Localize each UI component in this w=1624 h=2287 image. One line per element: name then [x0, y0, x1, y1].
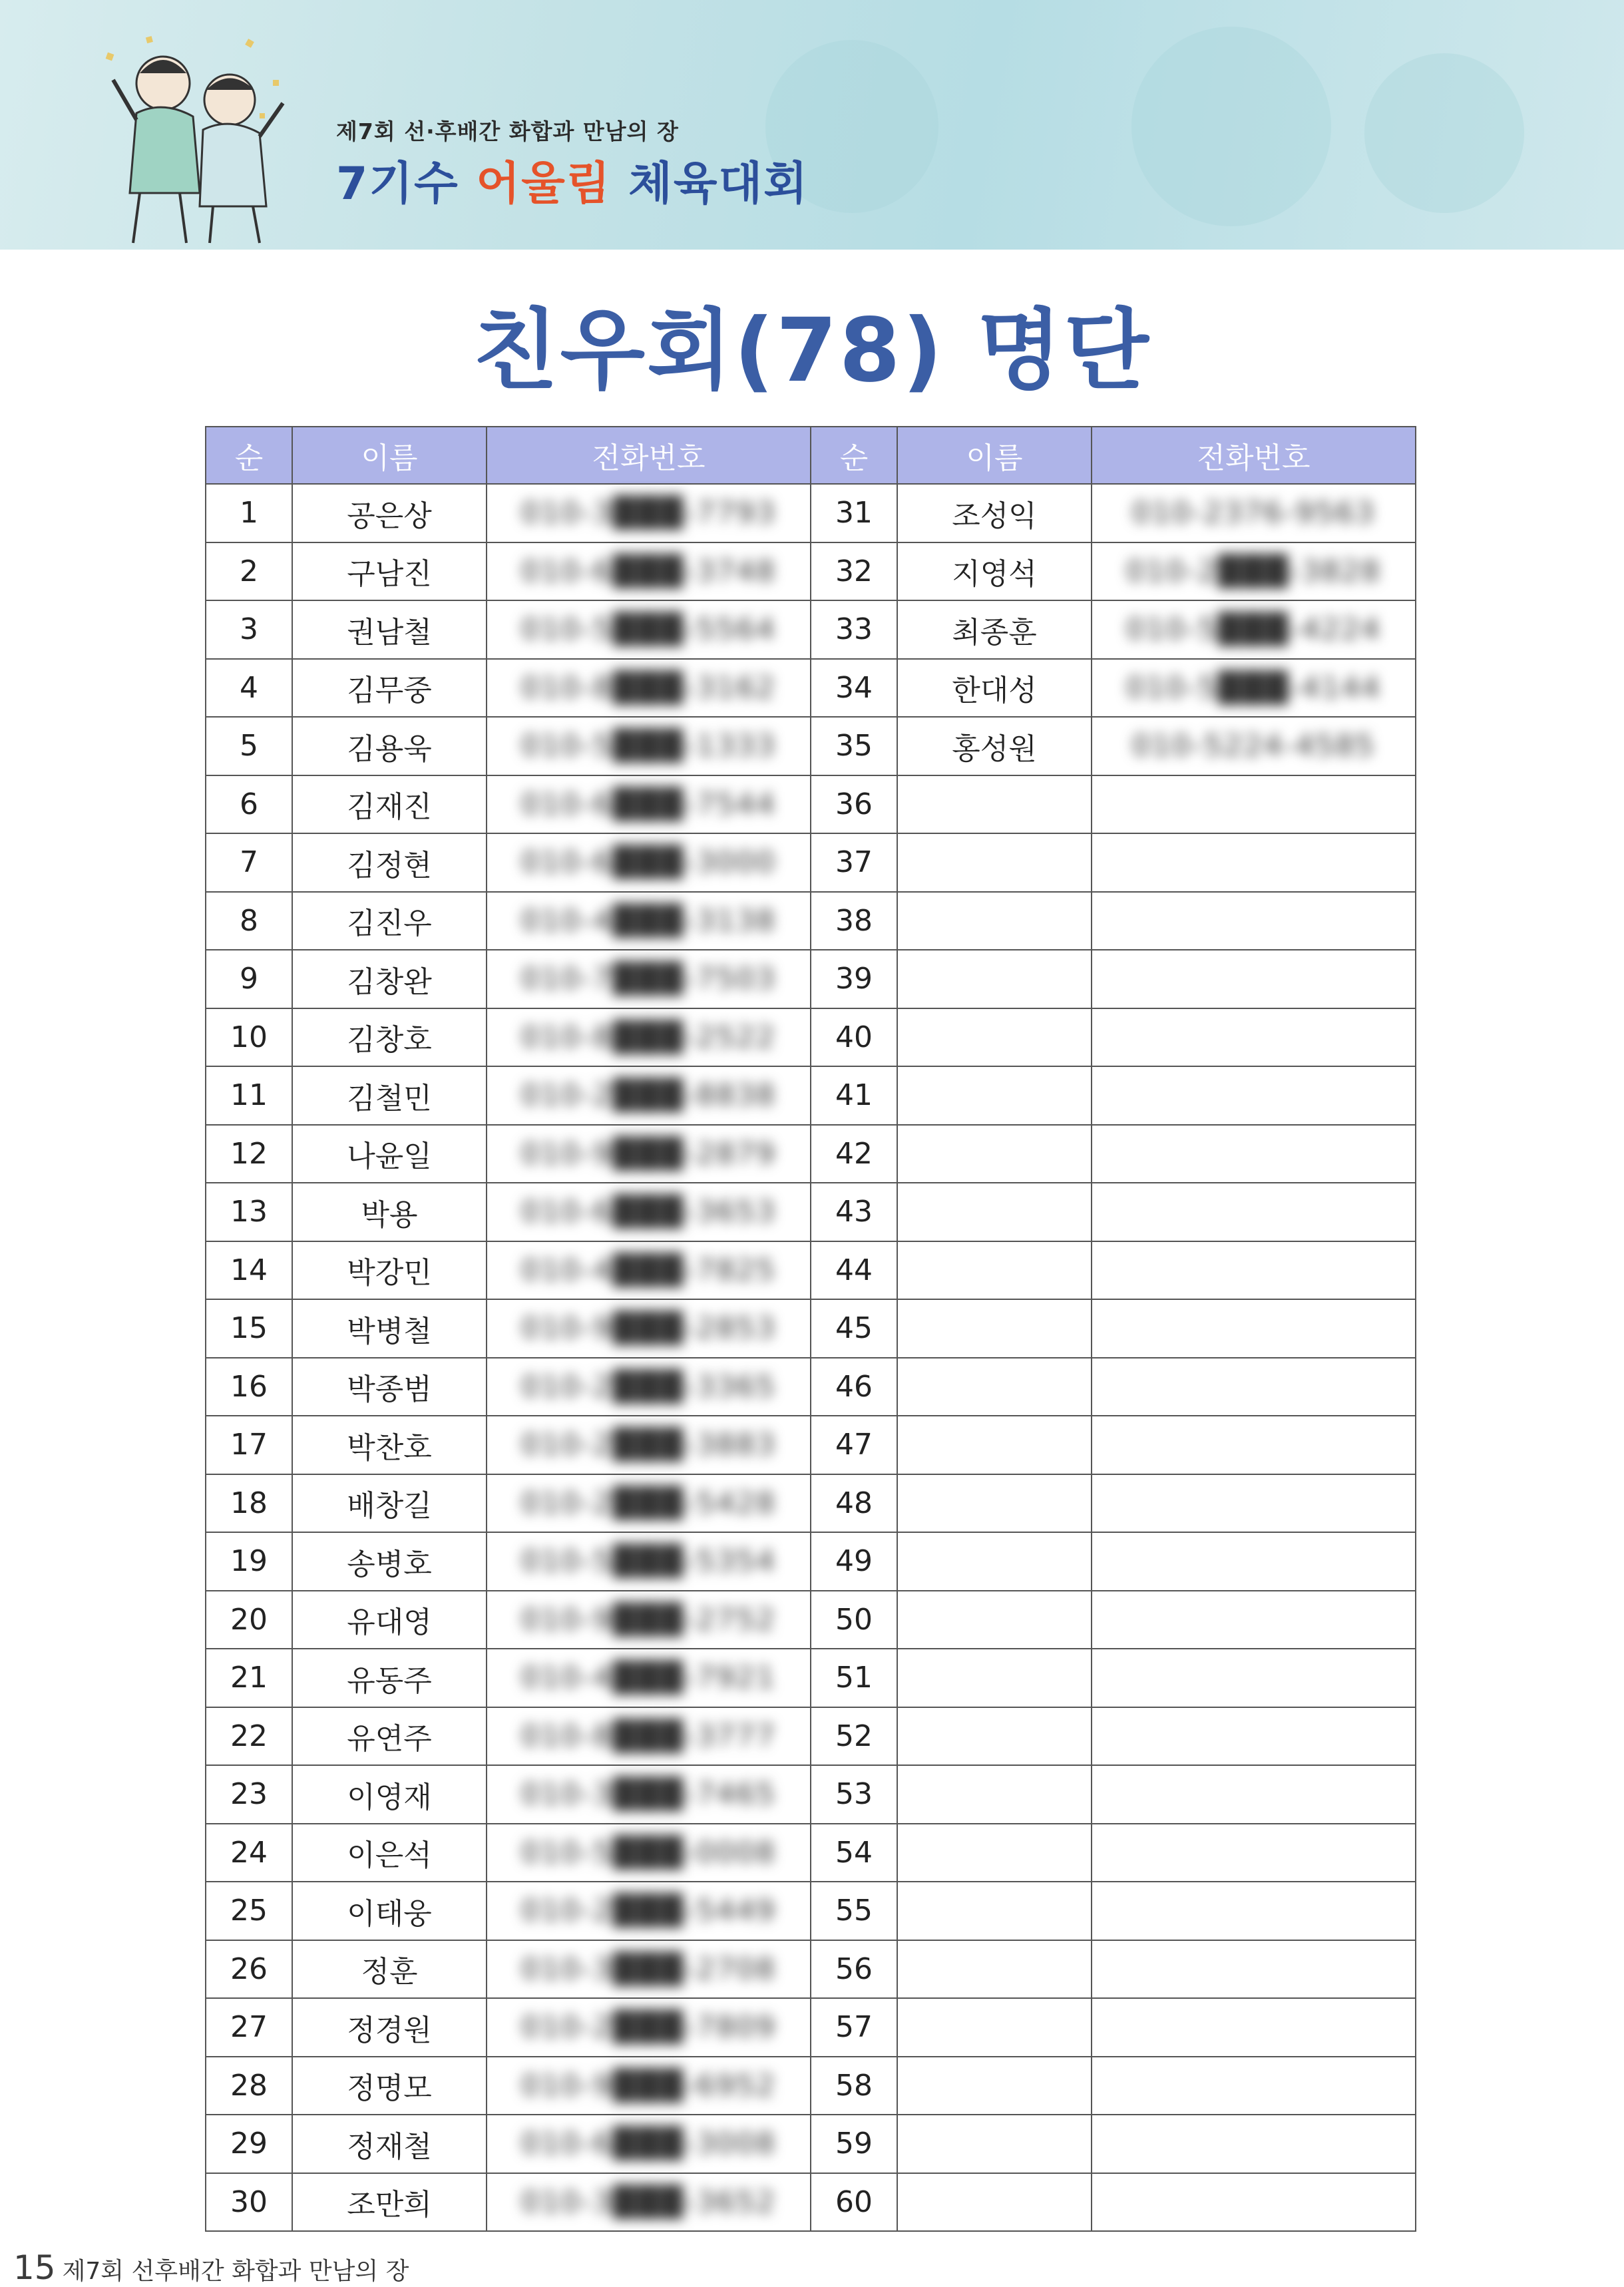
- no-cell: 28: [206, 2057, 292, 2115]
- name-cell: 김창호: [292, 1008, 487, 1067]
- name-cell: [897, 1416, 1092, 1474]
- no-cell: 13: [206, 1183, 292, 1241]
- name-cell: 박찬호: [292, 1416, 487, 1474]
- phone-number: 010-5███-5564: [520, 612, 777, 647]
- name-cell: 김재진: [292, 775, 487, 834]
- event-title-part: 7기수: [336, 158, 477, 210]
- name-cell: 박용: [292, 1183, 487, 1241]
- name-cell: [897, 1765, 1092, 1824]
- no-cell: 31: [811, 484, 897, 542]
- phone-cell: [1092, 833, 1416, 892]
- name-cell: 정재철: [292, 2115, 487, 2173]
- no-cell: 6: [206, 775, 292, 834]
- phone-cell: [1092, 1008, 1416, 1067]
- phone-cell: [1092, 1882, 1416, 1940]
- no-cell: 16: [206, 1358, 292, 1416]
- name-cell: [897, 775, 1092, 834]
- no-cell: 58: [811, 2057, 897, 2115]
- phone-cell: [1092, 1940, 1416, 1999]
- phone-number: 010-5███-1333: [520, 729, 777, 763]
- phone-cell: [487, 2173, 811, 2232]
- event-title-part: 어울림: [476, 158, 612, 210]
- no-cell: 36: [811, 775, 897, 834]
- phone-cell: [487, 1008, 811, 1067]
- page-footer: [13, 2248, 409, 2287]
- no-cell: 17: [206, 1416, 292, 1474]
- no-cell: 1: [206, 484, 292, 542]
- member-roster-table: [205, 426, 1416, 2232]
- name-cell: 박종범: [292, 1358, 487, 1416]
- phone-cell: [487, 600, 811, 659]
- no-cell: 56: [811, 1940, 897, 1999]
- no-cell: 40: [811, 1008, 897, 1067]
- no-cell: 10: [206, 1008, 292, 1067]
- table-row: [206, 659, 1416, 718]
- phone-number: 010-2███-3365: [520, 1369, 777, 1404]
- page-number: 15: [13, 2248, 56, 2287]
- phone-cell: [487, 950, 811, 1008]
- name-cell: 지영석: [897, 542, 1092, 601]
- phone-cell: [1092, 1358, 1416, 1416]
- table-row: [206, 1882, 1416, 1940]
- phone-number: 010-6███-3653: [520, 1195, 777, 1229]
- name-cell: [897, 1707, 1092, 1766]
- phone-number: 010-6███-3000: [520, 845, 777, 880]
- table-row: [206, 1591, 1416, 1649]
- no-cell: 47: [811, 1416, 897, 1474]
- no-cell: 19: [206, 1532, 292, 1591]
- name-cell: [897, 1066, 1092, 1125]
- phone-number: 010-3███-2708: [520, 1952, 777, 1986]
- name-cell: [897, 833, 1092, 892]
- no-cell: 43: [811, 1183, 897, 1241]
- phone-cell: [1092, 1591, 1416, 1649]
- table-row: [206, 1824, 1416, 1882]
- phone-cell: [1092, 1532, 1416, 1591]
- phone-cell: [487, 1358, 811, 1416]
- name-cell: [897, 1474, 1092, 1533]
- phone-number: 010-5███-4224: [1125, 612, 1382, 647]
- no-cell: 51: [811, 1649, 897, 1707]
- no-cell: 14: [206, 1241, 292, 1300]
- phone-number: 010-5███-0008: [520, 1835, 777, 1870]
- name-cell: 조만희: [292, 2173, 487, 2232]
- no-cell: 57: [811, 1998, 897, 2057]
- phone-cell: [1092, 2057, 1416, 2115]
- no-cell: 12: [206, 1125, 292, 1183]
- table-row: [206, 717, 1416, 775]
- phone-number: 010-3███-7793: [520, 496, 777, 530]
- phone-cell: [487, 775, 811, 834]
- name-cell: [897, 1532, 1092, 1591]
- phone-cell: [487, 1416, 811, 1474]
- phone-cell: [1092, 950, 1416, 1008]
- phone-number: 010-2███-7809: [520, 2010, 777, 2045]
- name-cell: 김정현: [292, 833, 487, 892]
- no-cell: 54: [811, 1824, 897, 1882]
- no-cell: 35: [811, 717, 897, 775]
- no-cell: 11: [206, 1066, 292, 1125]
- phone-number: 010-2███-5449: [520, 1894, 777, 1928]
- phone-cell: [1092, 775, 1416, 834]
- name-cell: [897, 1241, 1092, 1300]
- phone-cell: [1092, 1998, 1416, 2057]
- phone-cell: [487, 892, 811, 950]
- table-row: [206, 484, 1416, 542]
- no-cell: 44: [811, 1241, 897, 1300]
- phone-cell: [487, 1066, 811, 1125]
- name-cell: [897, 1183, 1092, 1241]
- no-cell: 34: [811, 659, 897, 718]
- table-row: [206, 1241, 1416, 1300]
- table-row: [206, 1532, 1416, 1591]
- no-cell: 9: [206, 950, 292, 1008]
- phone-number: 010-2376-9563: [1131, 496, 1376, 530]
- name-cell: [897, 1008, 1092, 1067]
- name-cell: [897, 1824, 1092, 1882]
- name-cell: 공은상: [292, 484, 487, 542]
- phone-number: 010-5224-4585: [1131, 729, 1376, 763]
- no-cell: 2: [206, 542, 292, 601]
- name-cell: [897, 2115, 1092, 2173]
- no-cell: 33: [811, 600, 897, 659]
- phone-cell: [1092, 1241, 1416, 1300]
- phone-cell: [1092, 717, 1416, 775]
- name-cell: 유대영: [292, 1591, 487, 1649]
- phone-number: 010-8███-3777: [520, 1719, 777, 1753]
- no-cell: 18: [206, 1474, 292, 1533]
- no-cell: 3: [206, 600, 292, 659]
- name-cell: 정훈: [292, 1940, 487, 1999]
- phone-cell: [1092, 1765, 1416, 1824]
- no-cell: 24: [206, 1824, 292, 1882]
- no-cell: 45: [811, 1299, 897, 1358]
- name-cell: 최종훈: [897, 600, 1092, 659]
- no-cell: 37: [811, 833, 897, 892]
- no-cell: 50: [811, 1591, 897, 1649]
- no-cell: 49: [811, 1532, 897, 1591]
- no-cell: 23: [206, 1765, 292, 1824]
- phone-cell: [487, 659, 811, 718]
- name-cell: 나윤일: [292, 1125, 487, 1183]
- phone-number: 010-2███-3883: [520, 1428, 777, 1462]
- name-cell: 김무중: [292, 659, 487, 718]
- table-row: [206, 1765, 1416, 1824]
- name-cell: 김용욱: [292, 717, 487, 775]
- table-row: [206, 1707, 1416, 1766]
- name-cell: 조성익: [897, 484, 1092, 542]
- phone-cell: [487, 1591, 811, 1649]
- column-header: 전화번호: [1092, 427, 1416, 484]
- phone-cell: [1092, 2173, 1416, 2232]
- no-cell: 38: [811, 892, 897, 950]
- table-row: [206, 1940, 1416, 1999]
- phone-number: 010-6███-3748: [520, 554, 777, 588]
- column-header: 이름: [897, 427, 1092, 484]
- decorative-circle: [1364, 53, 1524, 213]
- table-row: [206, 1125, 1416, 1183]
- name-cell: [897, 1998, 1092, 2057]
- name-cell: 이영재: [292, 1765, 487, 1824]
- no-cell: 29: [206, 2115, 292, 2173]
- phone-number: 010-2███-3828: [1125, 554, 1382, 588]
- table-row: [206, 1474, 1416, 1533]
- decorative-circle: [1131, 27, 1331, 226]
- footer-text: 제7회 선후배간 화합과 만남의 장: [62, 2258, 409, 2285]
- name-cell: 한대성: [897, 659, 1092, 718]
- phone-cell: [1092, 892, 1416, 950]
- phone-number: 010-2███-8838: [520, 1078, 777, 1113]
- table-row: [206, 2115, 1416, 2173]
- phone-cell: [487, 1649, 811, 1707]
- no-cell: 42: [811, 1125, 897, 1183]
- phone-cell: [1092, 2115, 1416, 2173]
- phone-cell: [487, 1299, 811, 1358]
- phone-cell: [487, 1707, 811, 1766]
- phone-cell: [487, 542, 811, 601]
- no-cell: 4: [206, 659, 292, 718]
- phone-number: 010-6███-3008: [520, 2127, 777, 2161]
- name-cell: [897, 1358, 1092, 1416]
- no-cell: 30: [206, 2173, 292, 2232]
- table-row: [206, 1998, 1416, 2057]
- phone-number: 010-5███-4144: [1125, 670, 1382, 705]
- header-banner: [0, 0, 1624, 250]
- name-cell: 정경원: [292, 1998, 487, 2057]
- no-cell: 7: [206, 833, 292, 892]
- event-title-part: 체육대회: [611, 158, 809, 210]
- name-cell: 정명모: [292, 2057, 487, 2115]
- name-cell: 박강민: [292, 1241, 487, 1300]
- phone-number: 010-2███-5428: [520, 1486, 777, 1520]
- phone-cell: [1092, 1125, 1416, 1183]
- table-row: [206, 1358, 1416, 1416]
- phone-number: 010-4███-7825: [520, 1253, 777, 1287]
- name-cell: 배창길: [292, 1474, 487, 1533]
- banner-subtitle: 제7회 선·후배간 화합과 만남의 장: [336, 118, 679, 144]
- no-cell: 53: [811, 1765, 897, 1824]
- phone-cell: [1092, 1707, 1416, 1766]
- phone-cell: [487, 1125, 811, 1183]
- table-row: [206, 833, 1416, 892]
- name-cell: 이은석: [292, 1824, 487, 1882]
- no-cell: 39: [811, 950, 897, 1008]
- phone-number: 010-9███-2853: [520, 1311, 777, 1346]
- phone-number: 010-6███-7544: [520, 787, 777, 821]
- phone-cell: [487, 1824, 811, 1882]
- table-row: [206, 892, 1416, 950]
- phone-number: 010-4███-7921: [520, 1661, 777, 1695]
- phone-cell: [487, 1183, 811, 1241]
- name-cell: 유연주: [292, 1707, 487, 1766]
- no-cell: 27: [206, 1998, 292, 2057]
- name-cell: 송병호: [292, 1532, 487, 1591]
- table-header-row: [206, 427, 1416, 484]
- no-cell: 25: [206, 1882, 292, 1940]
- phone-cell: [487, 1882, 811, 1940]
- phone-cell: [487, 1940, 811, 1999]
- no-cell: 59: [811, 2115, 897, 2173]
- phone-cell: [487, 2057, 811, 2115]
- name-cell: [897, 950, 1092, 1008]
- phone-number: 010-5███-5354: [520, 1544, 777, 1579]
- no-cell: 5: [206, 717, 292, 775]
- table-row: [206, 2173, 1416, 2232]
- phone-cell: [1092, 1824, 1416, 1882]
- name-cell: 김철민: [292, 1066, 487, 1125]
- no-cell: 46: [811, 1358, 897, 1416]
- phone-cell: [487, 717, 811, 775]
- no-cell: 26: [206, 1940, 292, 1999]
- phone-cell: [1092, 542, 1416, 601]
- phone-number: 010-7███-7503: [520, 962, 777, 996]
- phone-cell: [487, 1532, 811, 1591]
- phone-number: 010-9███-2752: [520, 1602, 777, 1637]
- name-cell: [897, 1940, 1092, 1999]
- name-cell: [897, 1882, 1092, 1940]
- phone-cell: [1092, 1416, 1416, 1474]
- no-cell: 55: [811, 1882, 897, 1940]
- column-header: 순: [206, 427, 292, 484]
- no-cell: 20: [206, 1591, 292, 1649]
- phone-cell: [1092, 484, 1416, 542]
- name-cell: [897, 1649, 1092, 1707]
- phone-number: 010-9███-6952: [520, 2068, 777, 2103]
- phone-cell: [1092, 1299, 1416, 1358]
- table-row: [206, 1008, 1416, 1067]
- table-row: [206, 1416, 1416, 1474]
- name-cell: [897, 2057, 1092, 2115]
- name-cell: [897, 1299, 1092, 1358]
- cheering-friends-illustration: [100, 27, 300, 246]
- no-cell: 41: [811, 1066, 897, 1125]
- no-cell: 15: [206, 1299, 292, 1358]
- table-row: [206, 1183, 1416, 1241]
- name-cell: 홍성원: [897, 717, 1092, 775]
- name-cell: [897, 1591, 1092, 1649]
- column-header: 전화번호: [487, 427, 811, 484]
- phone-cell: [1092, 1066, 1416, 1125]
- name-cell: 유동주: [292, 1649, 487, 1707]
- phone-cell: [1092, 1649, 1416, 1707]
- name-cell: [897, 892, 1092, 950]
- table-row: [206, 1066, 1416, 1125]
- phone-cell: [1092, 659, 1416, 718]
- name-cell: [897, 2173, 1092, 2232]
- name-cell: 김진우: [292, 892, 487, 950]
- phone-cell: [487, 1998, 811, 2057]
- phone-cell: [487, 1765, 811, 1824]
- no-cell: 48: [811, 1474, 897, 1533]
- phone-number: 010-8███-2522: [520, 1020, 777, 1054]
- no-cell: 22: [206, 1707, 292, 1766]
- phone-number: 010-3███-7465: [520, 1777, 777, 1812]
- no-cell: 21: [206, 1649, 292, 1707]
- table-row: [206, 542, 1416, 601]
- phone-number: 010-8███-3162: [520, 670, 777, 705]
- no-cell: 60: [811, 2173, 897, 2232]
- name-cell: 이태웅: [292, 1882, 487, 1940]
- banner-event-title: [336, 148, 809, 212]
- name-cell: 권남철: [292, 600, 487, 659]
- phone-cell: [487, 833, 811, 892]
- no-cell: 52: [811, 1707, 897, 1766]
- table-row: [206, 1649, 1416, 1707]
- phone-cell: [1092, 1183, 1416, 1241]
- column-header: 이름: [292, 427, 487, 484]
- phone-number: 010-9███-2879: [520, 1136, 777, 1171]
- table-row: [206, 2057, 1416, 2115]
- name-cell: 구남진: [292, 542, 487, 601]
- table-row: [206, 1299, 1416, 1358]
- name-cell: 박병철: [292, 1299, 487, 1358]
- page-title: 친우회(78) 명단: [473, 300, 1151, 402]
- table-row: [206, 775, 1416, 834]
- phone-cell: [1092, 1474, 1416, 1533]
- name-cell: [897, 1125, 1092, 1183]
- phone-number: 010-3███-3652: [520, 2184, 777, 2219]
- phone-cell: [487, 1474, 811, 1533]
- no-cell: 8: [206, 892, 292, 950]
- table-row: [206, 600, 1416, 659]
- table-row: [206, 950, 1416, 1008]
- phone-cell: [1092, 600, 1416, 659]
- phone-cell: [487, 484, 811, 542]
- no-cell: 32: [811, 542, 897, 601]
- phone-cell: [487, 1241, 811, 1300]
- column-header: 순: [811, 427, 897, 484]
- name-cell: 김창완: [292, 950, 487, 1008]
- phone-number: 010-4███-3138: [520, 903, 777, 938]
- phone-cell: [487, 2115, 811, 2173]
